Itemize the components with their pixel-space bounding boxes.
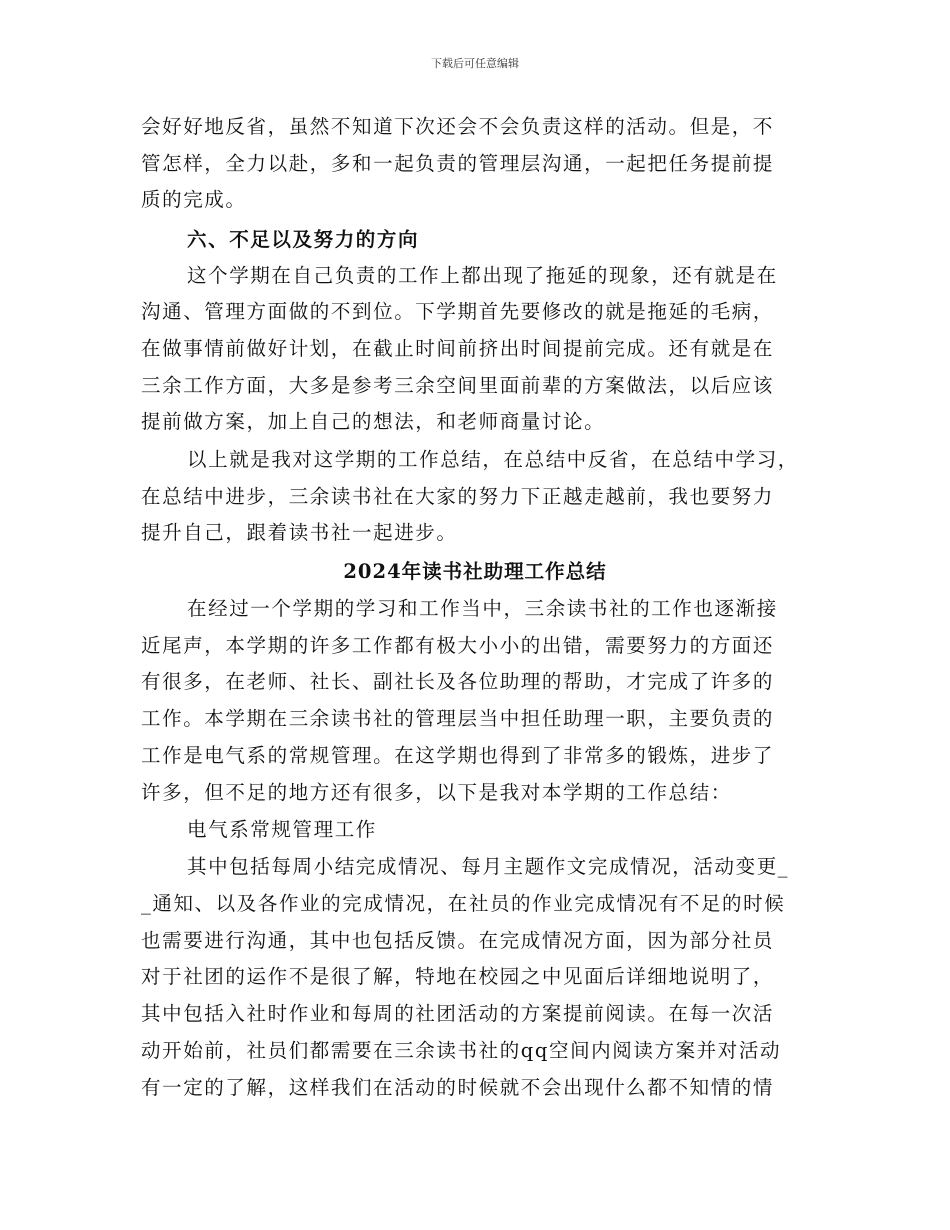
paragraph-line: _通知、以及各作业的完成情况，在社员的作业完成情况有不足的时候 bbox=[141, 892, 786, 915]
paragraph-line: 在做事情前做好计划，在截止时间前挤出时间提前完成。还有就是在 bbox=[141, 337, 775, 360]
paragraph-line: 在经过一个学期的学习和工作当中，三余读书社的工作也逐渐接 bbox=[187, 597, 778, 620]
paragraph-line: 以上就是我对这学期的工作总结，在总结中反省，在总结中学习， bbox=[187, 448, 799, 471]
paragraph-line: 沟通、管理方面做的不到位。下学期首先要修改的就是拖延的毛病， bbox=[141, 300, 775, 323]
paragraph-line: 其中包括每周小结完成情况、每月主题作文完成情况，活动变更_ bbox=[187, 855, 790, 878]
paragraph-line: 管怎样，全力以赴，多和一起负责的管理层沟通，一起把任务提前提 bbox=[141, 152, 775, 175]
document-title: 2024年读书社助理工作总结 bbox=[343, 560, 607, 583]
paragraph-line: 会好好地反省，虽然不知道下次还会不会负责这样的活动。但是，不 bbox=[141, 115, 775, 138]
paragraph-line: 有很多，在老师、社长、副社长及各位助理的帮助，才完成了许多的 bbox=[141, 670, 775, 693]
paragraph-line: 质的完成。 bbox=[141, 188, 247, 211]
paragraph-line: 近尾声，本学期的许多工作都有极大小小的出错，需要努力的方面还 bbox=[141, 634, 775, 657]
paragraph-line: 工作是电气系的常规管理。在这学期也得到了非常多的锻炼，进步了 bbox=[141, 744, 775, 767]
page-header-note: 下载后可任意编辑 bbox=[431, 57, 519, 70]
subheading: 电气系常规管理工作 bbox=[187, 818, 377, 841]
paragraph-line: 这个学期在自己负责的工作上都出现了拖延的现象，还有就是在 bbox=[187, 264, 778, 287]
paragraph-line: 动开始前，社员们都需要在三余读书社的qq空间内阅读方案并对活动 bbox=[141, 1039, 782, 1062]
paragraph-line: 其中包括入社时作业和每周的社团活动的方案提前阅读。在每一次活 bbox=[141, 1002, 775, 1025]
paragraph-line: 许多，但不足的地方还有很多，以下是我对本学期的工作总结： bbox=[141, 781, 732, 804]
paragraph-line: 有一定的了解，这样我们在活动的时候就不会出现什么都不知情的情 bbox=[141, 1076, 775, 1099]
paragraph-line: 提升自己，跟着读书社一起进步。 bbox=[141, 521, 458, 544]
paragraph-line: 三余工作方面，大多是参考三余空间里面前辈的方案做法，以后应该 bbox=[141, 374, 775, 397]
paragraph-line: 提前做方案，加上自己的想法，和老师商量讨论。 bbox=[141, 410, 606, 433]
paragraph-line: 对于社团的运作不是很了解，特地在校园之中见面后详细地说明了， bbox=[141, 965, 775, 988]
paragraph-line: 在总结中进步，三余读书社在大家的努力下正越走越前，我也要努力 bbox=[141, 485, 775, 508]
paragraph-line: 工作。本学期在三余读书社的管理层当中担任助理一职，主要负责的 bbox=[141, 707, 775, 730]
section-heading: 六、不足以及努力的方向 bbox=[187, 228, 420, 251]
paragraph-line: 也需要进行沟通，其中也包括反馈。在完成情况方面，因为部分社员 bbox=[141, 929, 775, 952]
